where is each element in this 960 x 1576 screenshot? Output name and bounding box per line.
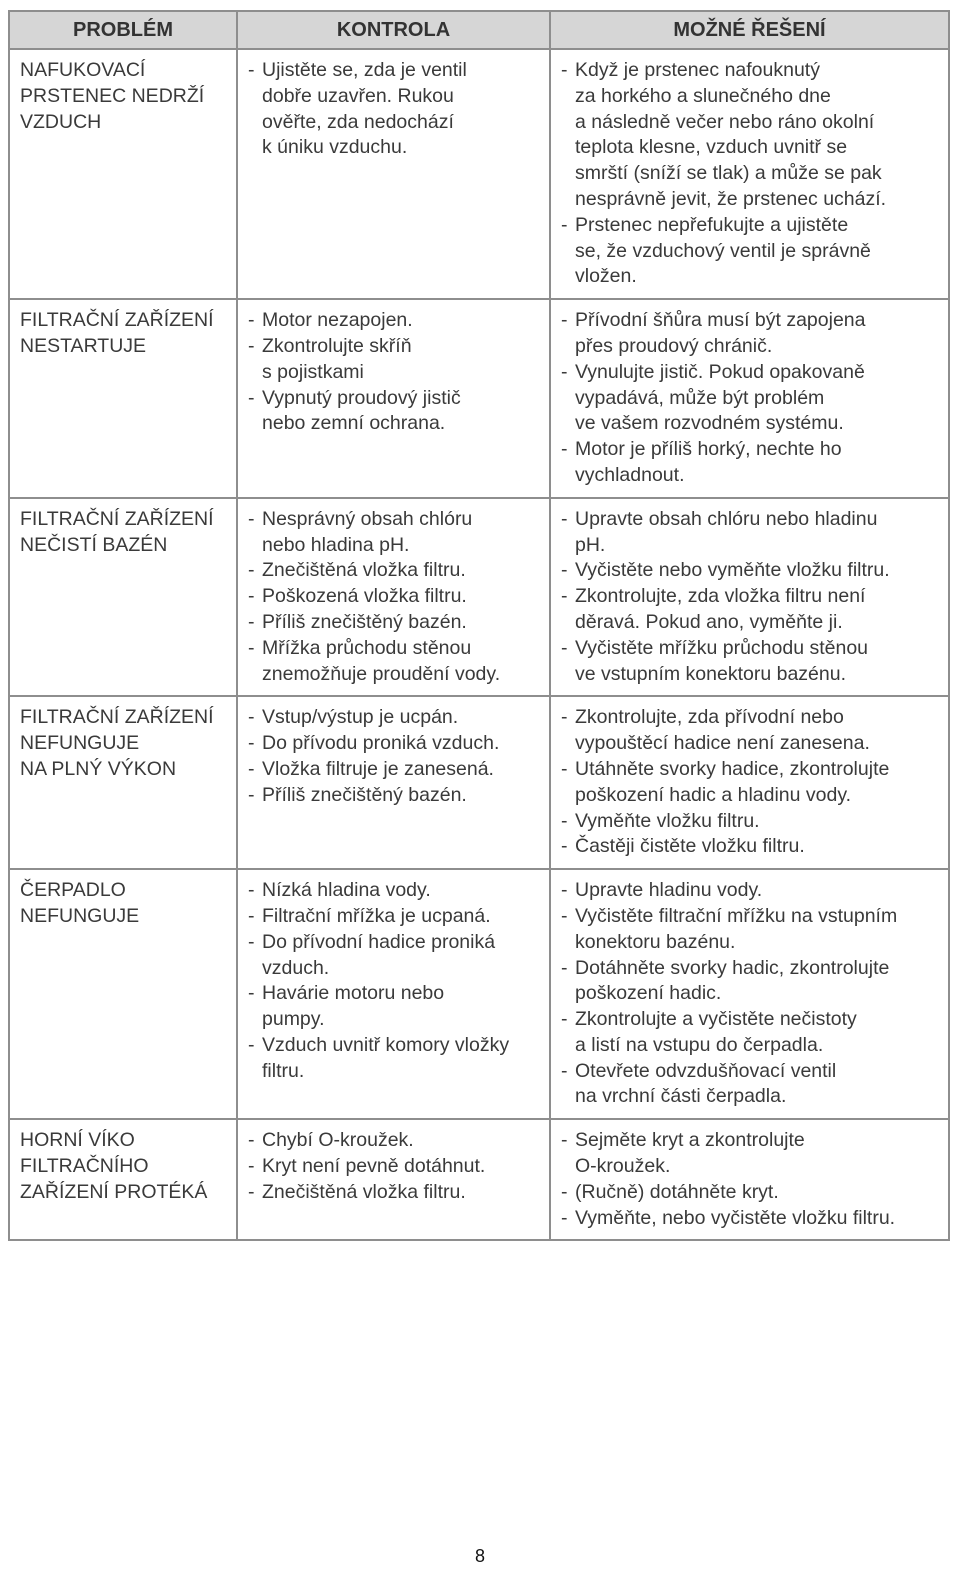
- bullet-dash: -: [248, 559, 255, 582]
- check-item-line: s pojistkami: [262, 360, 364, 383]
- check-item-line: nebo hladina pH.: [262, 533, 410, 556]
- check-item: [248, 636, 541, 688]
- check-item-line: dobře uzavřen. Rukou: [262, 84, 454, 107]
- solution-cell: [550, 869, 949, 1119]
- solution-item-line: teplota klesne, vzduch uvnitř se: [575, 136, 848, 159]
- solution-cell: [550, 299, 949, 498]
- solution-item-line: na vrchní části čerpadla.: [575, 1085, 787, 1108]
- check-item: [248, 757, 541, 783]
- solution-item-line: (Ručně) dotáhněte kryt.: [575, 1180, 779, 1203]
- solution-item-line: Zkontrolujte, zda přívodní nebo: [575, 706, 844, 729]
- check-item-line: Filtrační mřížka je ucpaná.: [262, 904, 491, 927]
- bullet-dash: -: [248, 904, 255, 927]
- problem-text-line: NESTARTUJE: [20, 334, 147, 357]
- column-header-problem: PROBLÉM: [9, 11, 237, 49]
- check-item-line: Vstup/výstup je ucpán.: [262, 706, 459, 729]
- solution-item-line: ve vstupním konektoru bazénu.: [575, 662, 846, 685]
- solution-item-line: Vyčistěte nebo vyměňte vložku filtru.: [575, 559, 890, 582]
- solution-item: [561, 308, 940, 360]
- solution-item-line: vychladnout.: [575, 463, 685, 486]
- table-row: [9, 869, 949, 1119]
- check-item: [248, 731, 541, 757]
- bullet-dash: -: [248, 879, 255, 902]
- problem-text-line: ZAŘÍZENÍ PROTÉKÁ: [20, 1180, 208, 1203]
- troubleshooting-table: [8, 10, 950, 1241]
- check-item-line: Do přívodní hadice proniká: [262, 930, 496, 953]
- check-item: [248, 783, 541, 809]
- problem-text-line: VZDUCH: [20, 110, 102, 133]
- solution-item-line: vložen.: [575, 265, 637, 288]
- solution-cell: [550, 696, 949, 869]
- bullet-dash: -: [248, 930, 255, 953]
- solution-item: [561, 757, 940, 809]
- bullet-dash: -: [248, 757, 255, 780]
- check-item-line: Zkontrolujte skříň: [262, 334, 412, 357]
- bullet-dash: -: [561, 809, 568, 832]
- solution-item-line: Dotáhněte svorky hadic, zkontrolujte: [575, 956, 890, 979]
- solution-item-line: Vynulujte jistič. Pokud opakovaně: [575, 360, 865, 383]
- table-row: [9, 498, 949, 697]
- solution-item-line: ve vašem rozvodném systému.: [575, 412, 844, 435]
- solution-item-line: Zkontrolujte, zda vložka filtru není: [575, 585, 866, 608]
- bullet-dash: -: [561, 559, 568, 582]
- bullet-dash: -: [248, 334, 255, 357]
- problem-text-line: PRSTENEC NEDRŽÍ: [20, 84, 205, 107]
- column-header-check: KONTROLA: [237, 11, 550, 49]
- problem-text-line: FILTRAČNÍ ZAŘÍZENÍ: [20, 706, 214, 729]
- solution-item: [561, 705, 940, 757]
- bullet-dash: -: [248, 783, 255, 806]
- bullet-dash: -: [248, 732, 255, 755]
- check-item: [248, 878, 541, 904]
- solution-item: [561, 558, 940, 584]
- bullet-dash: -: [561, 438, 568, 461]
- problem-text-line: NA PLNÝ VÝKON: [20, 757, 177, 780]
- bullet-dash: -: [561, 1180, 568, 1203]
- bullet-dash: -: [561, 835, 568, 858]
- check-cell: [237, 49, 550, 299]
- solution-item-line: pH.: [575, 533, 606, 556]
- solution-item-line: Zkontrolujte a vyčistěte nečistoty: [575, 1008, 857, 1031]
- bullet-dash: -: [561, 879, 568, 902]
- bullet-dash: -: [248, 585, 255, 608]
- problem-text-line: NEFUNGUJE: [20, 732, 140, 755]
- check-item-line: Znečištěná vložka filtru.: [262, 559, 466, 582]
- bullet-dash: -: [561, 904, 568, 927]
- table-row: [9, 696, 949, 869]
- solution-item-line: za horkého a slunečného dne: [575, 84, 831, 107]
- solution-item-line: a následně večer nebo ráno okolní: [575, 110, 875, 133]
- solution-item-line: vypadává, může být problém: [575, 386, 825, 409]
- solution-item-line: Vyměňte vložku filtru.: [575, 809, 760, 832]
- solution-item: [561, 213, 940, 290]
- check-item: [248, 1128, 541, 1154]
- check-item: [248, 386, 541, 438]
- bullet-dash: -: [561, 1008, 568, 1031]
- problem-text-line: NEFUNGUJE: [20, 904, 140, 927]
- bullet-dash: -: [561, 59, 568, 81]
- bullet-dash: -: [248, 636, 255, 659]
- solution-item: [561, 834, 940, 860]
- solution-item-line: Prstenec nepřefukujte a ujistěte: [575, 213, 849, 236]
- solution-item-line: Upravte obsah chlóru nebo hladinu: [575, 507, 878, 530]
- table-header-row: [9, 11, 949, 49]
- check-item: [248, 904, 541, 930]
- check-item-line: Nesprávný obsah chlóru: [262, 507, 473, 530]
- problem-cell: [9, 869, 237, 1119]
- solution-item-line: děravá. Pokud ano, vyměňte ji.: [575, 610, 843, 633]
- check-item-line: nebo zemní ochrana.: [262, 412, 446, 435]
- check-item-line: Vzduch uvnitř komory vložky: [262, 1033, 510, 1056]
- solution-item: [561, 1059, 940, 1111]
- check-item-line: Do přívodu proniká vzduch.: [262, 732, 500, 755]
- solution-item: [561, 809, 940, 835]
- check-item-line: Poškozená vložka filtru.: [262, 585, 467, 608]
- problem-cell: [9, 1119, 237, 1240]
- check-item: [248, 558, 541, 584]
- problem-text-line: NAFUKOVACÍ: [20, 59, 146, 81]
- problem-cell: [9, 696, 237, 869]
- check-item: [248, 981, 541, 1033]
- solution-item-line: Vyčistěte mřížku průchodu stěnou: [575, 636, 869, 659]
- solution-item-line: Upravte hladinu vody.: [575, 879, 763, 902]
- bullet-dash: -: [561, 213, 568, 236]
- solution-item-line: se, že vzduchový ventil je správně: [575, 239, 871, 262]
- troubleshooting-table-container: [8, 10, 948, 1241]
- solution-item-line: Vyměňte, nebo vyčistěte vložku filtru.: [575, 1206, 896, 1229]
- solution-cell: [550, 498, 949, 697]
- check-item-line: Nízká hladina vody.: [262, 879, 431, 902]
- problem-text-line: FILTRAČNÍ ZAŘÍZENÍ: [20, 309, 214, 332]
- bullet-dash: -: [248, 309, 255, 332]
- check-item-line: Znečištěná vložka filtru.: [262, 1180, 466, 1203]
- solution-item-line: Otevřete odvzdušňovací ventil: [575, 1059, 837, 1082]
- check-item-line: Kryt není pevně dotáhnut.: [262, 1155, 486, 1178]
- check-item: [248, 58, 541, 161]
- check-item-line: Mřížka průchodu stěnou: [262, 636, 472, 659]
- solution-item-line: nesprávně jevit, že prstenec uchází.: [575, 187, 887, 210]
- solution-item: [561, 437, 940, 489]
- solution-item-line: Utáhněte svorky hadice, zkontrolujte: [575, 757, 890, 780]
- bullet-dash: -: [248, 1180, 255, 1203]
- check-item: [248, 705, 541, 731]
- solution-item: [561, 360, 940, 437]
- bullet-dash: -: [561, 757, 568, 780]
- table-body: [9, 49, 949, 1240]
- bullet-dash: -: [248, 706, 255, 729]
- solution-item-line: Motor je příliš horký, nechte ho: [575, 438, 842, 461]
- table-row: [9, 49, 949, 299]
- solution-cell: [550, 49, 949, 299]
- check-item-line: Havárie motoru nebo: [262, 982, 445, 1005]
- solution-item: [561, 1128, 940, 1180]
- check-item-line: Vložka filtruje je zanesená.: [262, 757, 494, 780]
- bullet-dash: -: [561, 507, 568, 530]
- page-number: 8: [474, 1546, 485, 1566]
- problem-text-line: NEČISTÍ BAZÉN: [20, 533, 168, 556]
- check-item-line: znemožňuje proudění vody.: [262, 662, 501, 685]
- check-item: [248, 308, 541, 334]
- solution-item-line: Přívodní šňůra musí být zapojena: [575, 309, 866, 332]
- check-item: [248, 1033, 541, 1085]
- check-cell: [237, 1119, 550, 1240]
- check-item-line: filtru.: [262, 1059, 305, 1082]
- check-item: [248, 930, 541, 982]
- problem-text-line: FILTRAČNÍ ZAŘÍZENÍ: [20, 507, 214, 530]
- solution-item: [561, 1180, 940, 1206]
- solution-item: [561, 904, 940, 956]
- check-item: [248, 1154, 541, 1180]
- bullet-dash: -: [248, 982, 255, 1005]
- bullet-dash: -: [561, 956, 568, 979]
- check-item-line: k úniku vzduchu.: [262, 136, 408, 159]
- check-item-line: Příliš znečištěný bazén.: [262, 783, 467, 806]
- bullet-dash: -: [248, 59, 255, 81]
- solution-item-line: konektoru bazénu.: [575, 930, 736, 953]
- solution-item: [561, 636, 940, 688]
- check-item-line: Vypnutý proudový jistič: [262, 386, 461, 409]
- problem-cell: [9, 49, 237, 299]
- solution-item-line: poškození hadic a hladinu vody.: [575, 783, 852, 806]
- problem-text-line: FILTRAČNÍHO: [20, 1155, 149, 1178]
- check-cell: [237, 696, 550, 869]
- check-item-line: Ujistěte se, zda je ventil: [262, 59, 467, 81]
- solution-item: [561, 956, 940, 1008]
- solution-item: [561, 58, 940, 213]
- solution-item-line: Když je prstenec nafouknutý: [575, 59, 820, 81]
- bullet-dash: -: [561, 1129, 568, 1152]
- check-item: [248, 507, 541, 559]
- column-header-solution: MOŽNÉ ŘEŠENÍ: [550, 11, 949, 49]
- solution-item: [561, 878, 940, 904]
- solution-item: [561, 1206, 940, 1232]
- check-item: [248, 1180, 541, 1206]
- solution-item: [561, 584, 940, 636]
- check-cell: [237, 869, 550, 1119]
- bullet-dash: -: [561, 706, 568, 729]
- solution-item-line: Vyčistěte filtrační mřížku na vstupním: [575, 904, 898, 927]
- bullet-dash: -: [248, 1155, 255, 1178]
- solution-item-line: a listí na vstupu do čerpadla.: [575, 1033, 824, 1056]
- solution-item-line: Častěji čistěte vložku filtru.: [575, 835, 805, 858]
- table-row: [9, 299, 949, 498]
- solution-item-line: O-kroužek.: [575, 1155, 671, 1178]
- bullet-dash: -: [248, 1033, 255, 1056]
- solution-item-line: Sejměte kryt a zkontrolujte: [575, 1129, 805, 1152]
- bullet-dash: -: [561, 309, 568, 332]
- check-item: [248, 584, 541, 610]
- problem-cell: [9, 299, 237, 498]
- solution-item: [561, 1007, 940, 1059]
- bullet-dash: -: [561, 1059, 568, 1082]
- solution-cell: [550, 1119, 949, 1240]
- bullet-dash: -: [561, 636, 568, 659]
- problem-cell: [9, 498, 237, 697]
- bullet-dash: -: [248, 507, 255, 530]
- check-item-line: pumpy.: [262, 1008, 325, 1031]
- bullet-dash: -: [248, 610, 255, 633]
- check-item-line: ověřte, zda nedochází: [262, 110, 454, 133]
- problem-text-line: ČERPADLO: [20, 879, 126, 902]
- bullet-dash: -: [561, 360, 568, 383]
- bullet-dash: -: [561, 1206, 568, 1229]
- check-item-line: Příliš znečištěný bazén.: [262, 610, 467, 633]
- problem-text-line: HORNÍ VÍKO: [20, 1129, 135, 1152]
- check-item: [248, 610, 541, 636]
- check-item-line: vzduch.: [262, 956, 330, 979]
- table-row: [9, 1119, 949, 1240]
- bullet-dash: -: [561, 585, 568, 608]
- bullet-dash: -: [248, 386, 255, 409]
- check-item-line: Chybí O-kroužek.: [262, 1129, 414, 1152]
- check-item-line: Motor nezapojen.: [262, 309, 413, 332]
- solution-item-line: smrští (sníží se tlak) a může se pak: [575, 162, 882, 185]
- solution-item: [561, 507, 940, 559]
- check-item: [248, 334, 541, 386]
- check-cell: [237, 299, 550, 498]
- solution-item-line: poškození hadic.: [575, 982, 722, 1005]
- bullet-dash: -: [248, 1129, 255, 1152]
- solution-item-line: vypouštěcí hadice není zanesena.: [575, 732, 870, 755]
- check-cell: [237, 498, 550, 697]
- solution-item-line: přes proudový chránič.: [575, 334, 773, 357]
